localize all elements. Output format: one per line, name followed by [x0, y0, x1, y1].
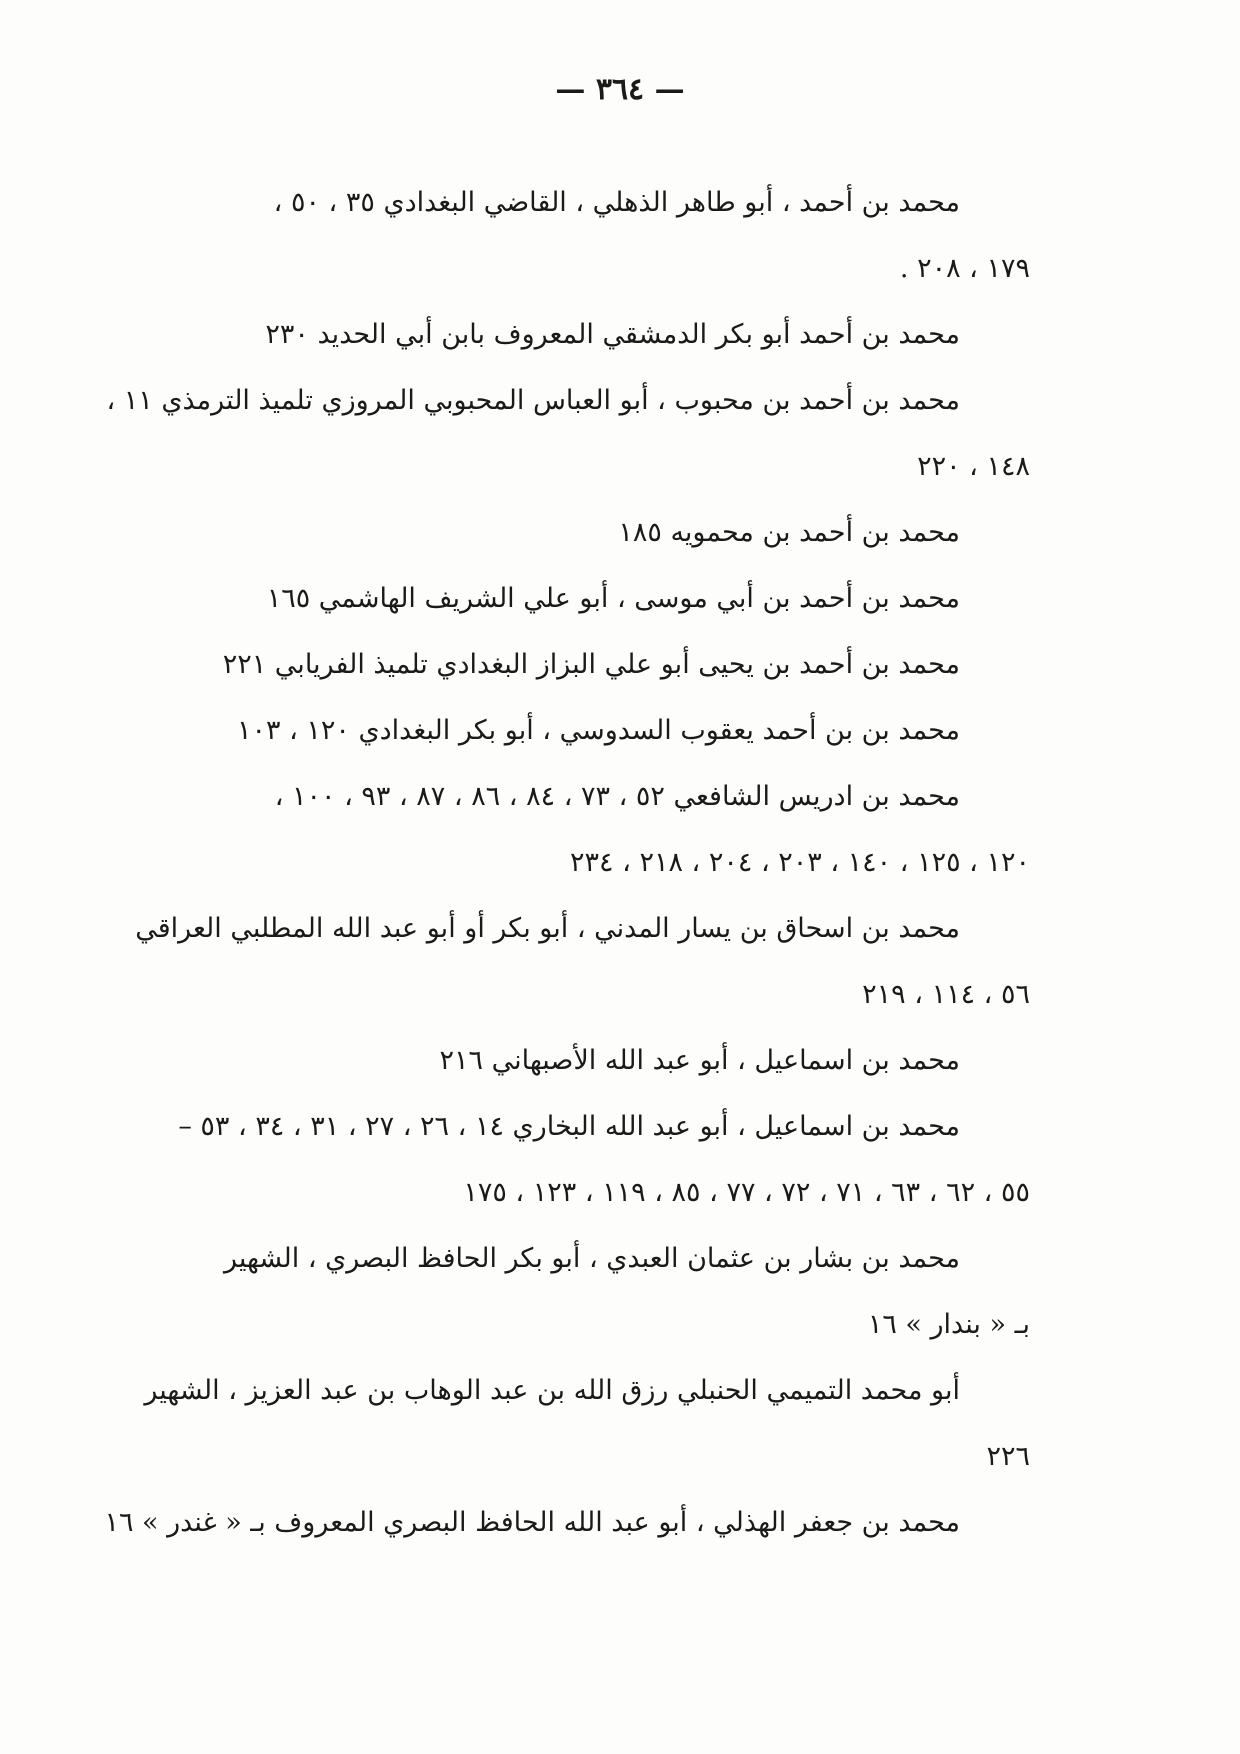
- entry-continuation: بـ « بندار » ١٦: [867, 1309, 1030, 1340]
- index-entry: [135, 896, 1030, 1028]
- index-entry: [170, 632, 1030, 698]
- index-entry: [170, 302, 1030, 368]
- index-entry: [104, 1490, 1030, 1556]
- page-number: — ٣٦٤ —: [555, 72, 685, 107]
- entry-line: محمد بن اسماعيل ، أبو عبد الله الأصبهاني ٢١٦: [439, 1045, 960, 1076]
- index-entry: [170, 170, 1030, 302]
- index-entry: [170, 1028, 1030, 1094]
- entry-continuation: ٥٥ ، ٦٢ ، ٦٣ ، ٧١ ، ٧٢ ، ٧٧ ، ٨٥ ، ١١٩ ، ١٢٣ ، ١٧٥: [463, 1177, 1030, 1208]
- entry-line: محمد بن بن أحمد يعقوب السدوسي ، أبو بكر البغدادي ١٢٠ ، ١٠٣: [237, 715, 960, 746]
- entry-continuation: ٢٢٦: [986, 1441, 1030, 1472]
- entry-line: أبو محمد التميمي الحنبلي رزق الله بن عبد الوهاب بن عبد العزيز ، الشهير: [144, 1375, 960, 1406]
- entry-line: محمد بن أحمد أبو بكر الدمشقي المعروف بابن أبي الحديد ٢٣٠: [265, 319, 960, 350]
- entry-continuation: ٥٦ ، ١١٤ ، ٢١٩: [862, 979, 1030, 1010]
- index-entry: [144, 1358, 1030, 1490]
- entry-line: محمد بن جعفر الهذلي ، أبو عبد الله الحافظ البصري المعروف بـ « غندر » ١٦: [104, 1507, 960, 1538]
- index-entry: [170, 1094, 1030, 1226]
- entry-line: محمد بن اسماعيل ، أبو عبد الله البخاري ١٤ ، ٢٦ ، ٢٧ ، ٣١ ، ٣٤ ، ٥٣ –: [178, 1111, 960, 1142]
- entry-line: محمد بن أحمد بن يحيى أبو علي البزاز البغدادي تلميذ الفريابي ٢٢١: [222, 649, 960, 680]
- entry-line: محمد بن بشار بن عثمان العبدي ، أبو بكر الحافظ البصري ، الشهير: [223, 1243, 960, 1274]
- index-entry: [106, 368, 1030, 500]
- index-entry: [170, 566, 1030, 632]
- entry-line: محمد بن أحمد ، أبو طاهر الذهلي ، القاضي البغدادي ٣٥ ، ٥٠ ،: [273, 187, 960, 218]
- entry-continuation: ١٧٩ ، ٢٠٨ .: [899, 253, 1030, 284]
- entry-line: محمد بن اسحاق بن يسار المدني ، أبو بكر أو أبو عبد الله المطلبي العراقي: [135, 913, 960, 944]
- entry-continuation: ١٤٨ ، ٢٢٠: [917, 451, 1030, 482]
- entry-line: محمد بن أحمد بن محمويه ١٨٥: [618, 517, 960, 548]
- index-entry: [170, 764, 1030, 896]
- entry-continuation: ١٢٠ ، ١٢٥ ، ١٤٠ ، ٢٠٣ ، ٢٠٤ ، ٢١٨ ، ٢٣٤: [570, 847, 1030, 878]
- entry-line: محمد بن ادريس الشافعي ٥٢ ، ٧٣ ، ٨٤ ، ٨٦ ، ٨٧ ، ٩٣ ، ١٠٠ ،: [274, 781, 960, 812]
- entry-line: محمد بن أحمد بن محبوب ، أبو العباس المحبوبي المروزي تلميذ الترمذي ١١ ،: [106, 385, 960, 416]
- index-entry: [170, 1226, 1030, 1358]
- index-entries: [104, 170, 1030, 1556]
- index-entry: [170, 698, 1030, 764]
- index-entry: [170, 500, 1030, 566]
- entry-line: محمد بن أحمد بن أبي موسى ، أبو علي الشريف الهاشمي ١٦٥: [266, 583, 960, 614]
